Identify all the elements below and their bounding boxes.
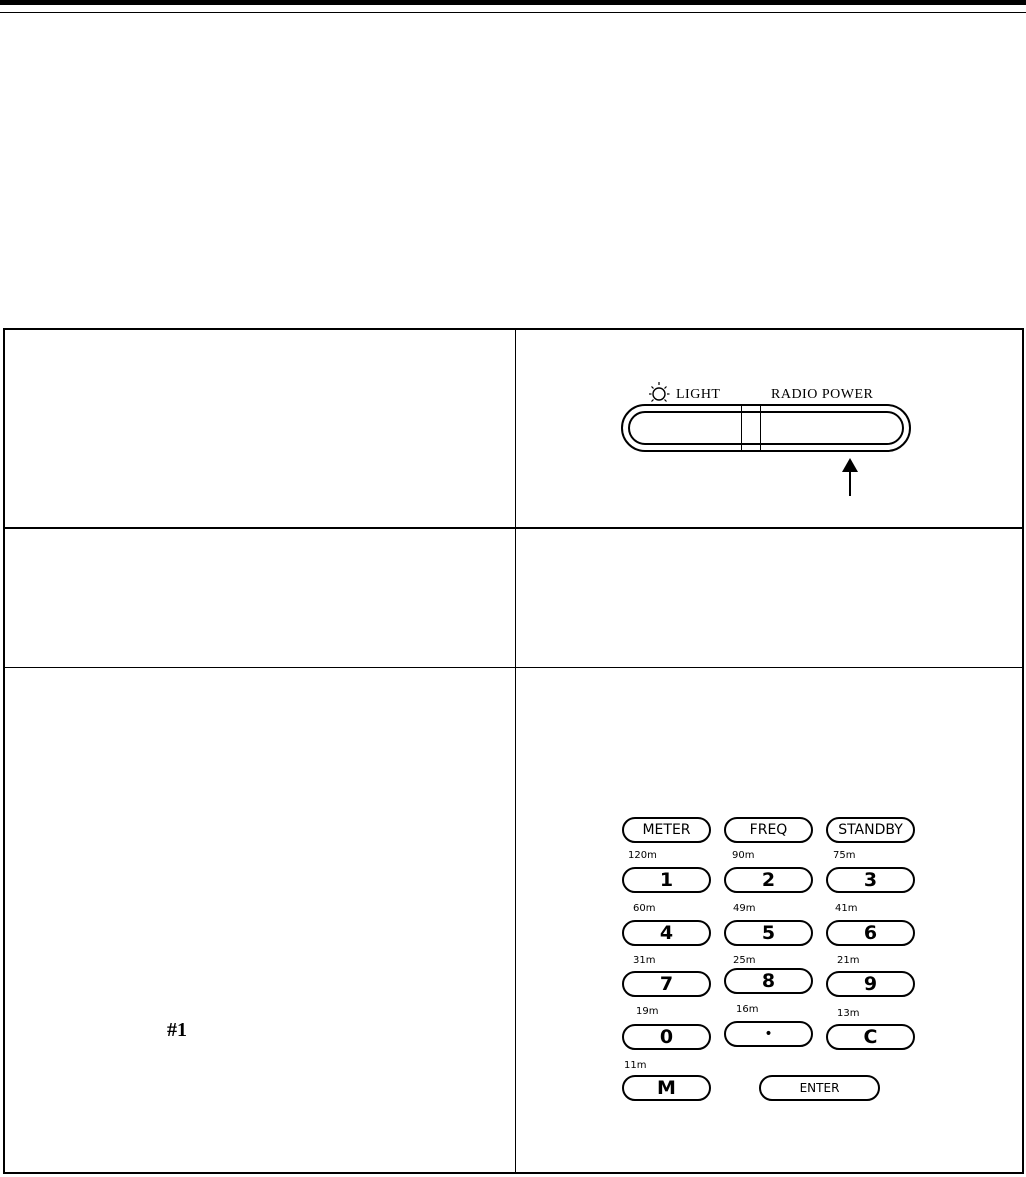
- table-row-divider-2: [5, 667, 1022, 668]
- standby-button[interactable]: STANDBY: [826, 817, 915, 843]
- key-dot-button[interactable]: •: [724, 1021, 813, 1047]
- band-label-16m: 16m: [736, 1004, 759, 1015]
- key-8-button[interactable]: 8: [724, 968, 813, 994]
- enter-button[interactable]: ENTER: [759, 1075, 880, 1101]
- sun-icon: [648, 380, 674, 406]
- table-row-divider-1: [5, 527, 1022, 529]
- light-label: LIGHT: [676, 387, 721, 402]
- band-label-49m: 49m: [733, 903, 756, 914]
- band-label-19m: 19m: [636, 1006, 659, 1017]
- top-rule-thin: [0, 12, 1026, 13]
- band-label-13m: 13m: [837, 1008, 860, 1019]
- band-label-75m: 75m: [833, 850, 856, 861]
- meter-button[interactable]: METER: [622, 817, 711, 843]
- key-c-button[interactable]: C: [826, 1024, 915, 1050]
- band-label-11m: 11m: [624, 1060, 647, 1071]
- band-label-21m: 21m: [837, 955, 860, 966]
- top-rule-thick: [0, 0, 1026, 5]
- key-m-button[interactable]: M: [622, 1075, 711, 1101]
- key-9-button[interactable]: 9: [826, 971, 915, 997]
- band-label-25m: 25m: [733, 955, 756, 966]
- key-6-button[interactable]: 6: [826, 920, 915, 946]
- table-column-divider: [515, 330, 516, 1172]
- key-1-button[interactable]: 1: [622, 867, 711, 893]
- band-label-60m: 60m: [633, 903, 656, 914]
- switch-knob-edge-right: [760, 406, 761, 450]
- key-7-button[interactable]: 7: [622, 971, 711, 997]
- key-4-button[interactable]: 4: [622, 920, 711, 946]
- band-label-41m: 41m: [835, 903, 858, 914]
- switch-knob-edge-left: [741, 406, 742, 450]
- key-5-button[interactable]: 5: [724, 920, 813, 946]
- radio-power-label: RADIO POWER: [771, 387, 874, 402]
- band-label-31m: 31m: [633, 955, 656, 966]
- key-3-button[interactable]: 3: [826, 867, 915, 893]
- key-2-button[interactable]: 2: [724, 867, 813, 893]
- power-switch-track: [628, 411, 904, 445]
- section-marker: #1: [167, 1019, 187, 1041]
- key-0-button[interactable]: 0: [622, 1024, 711, 1050]
- up-arrow-icon: [840, 458, 860, 496]
- band-label-90m: 90m: [732, 850, 755, 861]
- power-switch[interactable]: [621, 404, 911, 452]
- band-label-120m: 120m: [628, 850, 657, 861]
- freq-button[interactable]: FREQ: [724, 817, 813, 843]
